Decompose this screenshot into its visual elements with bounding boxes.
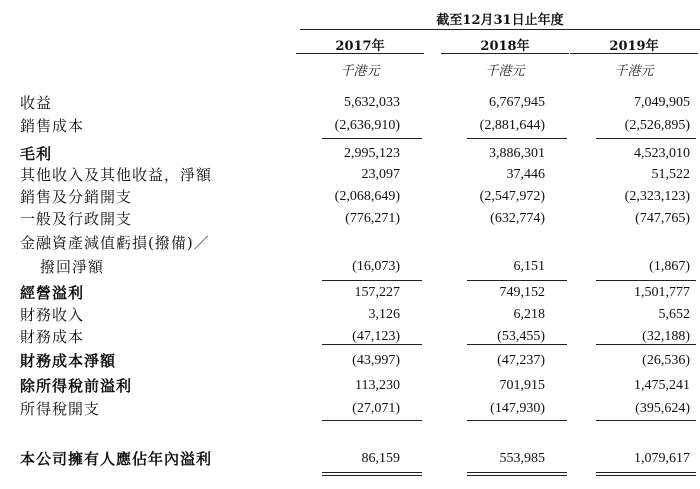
row-label: 財務成本淨額 (20, 352, 117, 370)
row-label: 其他收入及其他收益，淨額 (20, 166, 213, 184)
row-value-2018: (147,930) (490, 401, 545, 416)
row-value-2017: 157,227 (354, 285, 400, 300)
year-2017-header: 2017年 (335, 39, 385, 54)
rule-after-finance-cost-1 (322, 344, 422, 345)
row-label: 財務收入 (20, 306, 85, 324)
rule-final-3a (596, 472, 696, 473)
rule-after-cost-of-sales-2 (467, 138, 567, 139)
rule-after-cost-of-sales-3 (596, 138, 696, 139)
row-value-2017: 3,126 (368, 307, 400, 322)
row-label: 本公司擁有人應佔年內溢利 (20, 450, 213, 468)
row-value-2019: (32,188) (642, 329, 690, 344)
rule-after-impairment-3 (596, 280, 696, 281)
unit-2019: 千港元 (614, 64, 654, 79)
row-value-2017: 113,230 (355, 378, 400, 393)
row-value-2018: (2,547,972) (479, 189, 545, 204)
row-value-2019: (26,536) (642, 353, 690, 368)
row-value-2017: (2,068,649) (334, 189, 400, 204)
year-2018-header: 2018年 (480, 39, 530, 54)
row-value-2019: 5,652 (658, 307, 690, 322)
year-rule-2017 (296, 53, 424, 54)
row-value-2018: 6,767,945 (489, 95, 545, 110)
row-value-2017: (43,997) (352, 353, 400, 368)
row-label: 銷售及分銷開支 (20, 188, 133, 206)
row-value-2017: (776,271) (345, 211, 400, 226)
year-rule-2019 (570, 53, 698, 54)
row-value-2018: 3,886,301 (489, 146, 545, 161)
row-label: 除所得稅前溢利 (20, 377, 133, 395)
row-value-2018: (632,774) (490, 211, 545, 226)
row-value-2017: 23,097 (361, 167, 400, 182)
row-value-2019: 4,523,010 (634, 146, 690, 161)
unit-2017: 千港元 (340, 64, 380, 79)
row-label: 銷售成本 (20, 117, 85, 135)
row-value-2019: 51,522 (651, 167, 690, 182)
row-label: 撥回淨額 (40, 258, 105, 276)
statement-row (0, 398, 700, 420)
statement-row (0, 350, 700, 372)
row-value-2019: 1,079,617 (634, 451, 690, 466)
row-value-2018: (53,455) (497, 329, 545, 344)
statement-row (0, 115, 700, 137)
statement-row (0, 186, 700, 208)
rule-after-finance-cost-3 (596, 344, 696, 345)
row-value-2019: (2,526,895) (624, 118, 690, 133)
year-2019-header: 2019年 (609, 39, 659, 54)
row-value-2017: (16,073) (352, 259, 400, 274)
row-value-2019: (747,765) (635, 211, 690, 226)
row-value-2017: 2,995,123 (344, 146, 400, 161)
row-value-2018: (2,881,644) (479, 118, 545, 133)
statement-row (0, 143, 700, 165)
rule-final-3b (596, 475, 696, 476)
rule-final-1a (322, 472, 422, 473)
statement-row (0, 92, 700, 114)
row-value-2017: (47,123) (352, 329, 400, 344)
row-value-2018: 37,446 (506, 167, 545, 182)
row-value-2018: 749,152 (499, 285, 545, 300)
row-value-2018: 553,985 (499, 451, 545, 466)
period-header-rule (300, 29, 700, 30)
rule-after-tax-3 (596, 420, 696, 421)
rule-final-2a (467, 472, 567, 473)
statement-row (0, 208, 700, 230)
statement-row (0, 164, 700, 186)
row-value-2018: 6,218 (513, 307, 545, 322)
row-value-2019: (395,624) (635, 401, 690, 416)
row-value-2019: 1,475,241 (634, 378, 690, 393)
row-value-2017: 5,632,033 (344, 95, 400, 110)
row-value-2017: (27,071) (352, 401, 400, 416)
row-label: 所得稅開支 (20, 400, 101, 418)
row-value-2018: (47,237) (497, 353, 545, 368)
row-value-2019: (1,867) (649, 259, 690, 274)
row-label: 收益 (20, 94, 53, 112)
rule-final-2b (467, 475, 567, 476)
statement-row (0, 375, 700, 397)
rule-after-tax-2 (467, 420, 567, 421)
row-value-2017: 86,159 (361, 451, 400, 466)
year-rule-2018 (441, 53, 569, 54)
row-label: 財務成本 (20, 328, 85, 346)
row-value-2019: (2,323,123) (624, 189, 690, 204)
statement-row (0, 232, 700, 254)
statement-row (0, 282, 700, 304)
statement-row (0, 256, 700, 278)
row-label: 一般及行政開支 (20, 210, 133, 228)
rule-after-finance-cost-2 (467, 344, 567, 345)
row-value-2017: (2,636,910) (334, 118, 400, 133)
statement-row (0, 304, 700, 326)
row-value-2019: 7,049,905 (634, 95, 690, 110)
period-header: 截至12月31日止年度 (436, 13, 564, 28)
rule-after-cost-of-sales-1 (322, 138, 422, 139)
row-value-2019: 1,501,777 (634, 285, 690, 300)
rule-after-impairment-2 (467, 280, 567, 281)
row-label: 經營溢利 (20, 284, 85, 302)
rule-after-tax-1 (322, 420, 422, 421)
row-label: 金融資產減值虧損(撥備)／ (20, 234, 210, 252)
rule-after-impairment-1 (322, 280, 422, 281)
rule-final-1b (322, 475, 422, 476)
row-label: 毛利 (20, 145, 53, 163)
row-value-2018: 701,915 (499, 378, 545, 393)
unit-2018: 千港元 (485, 64, 525, 79)
statement-row (0, 448, 700, 470)
row-value-2018: 6,151 (513, 259, 545, 274)
